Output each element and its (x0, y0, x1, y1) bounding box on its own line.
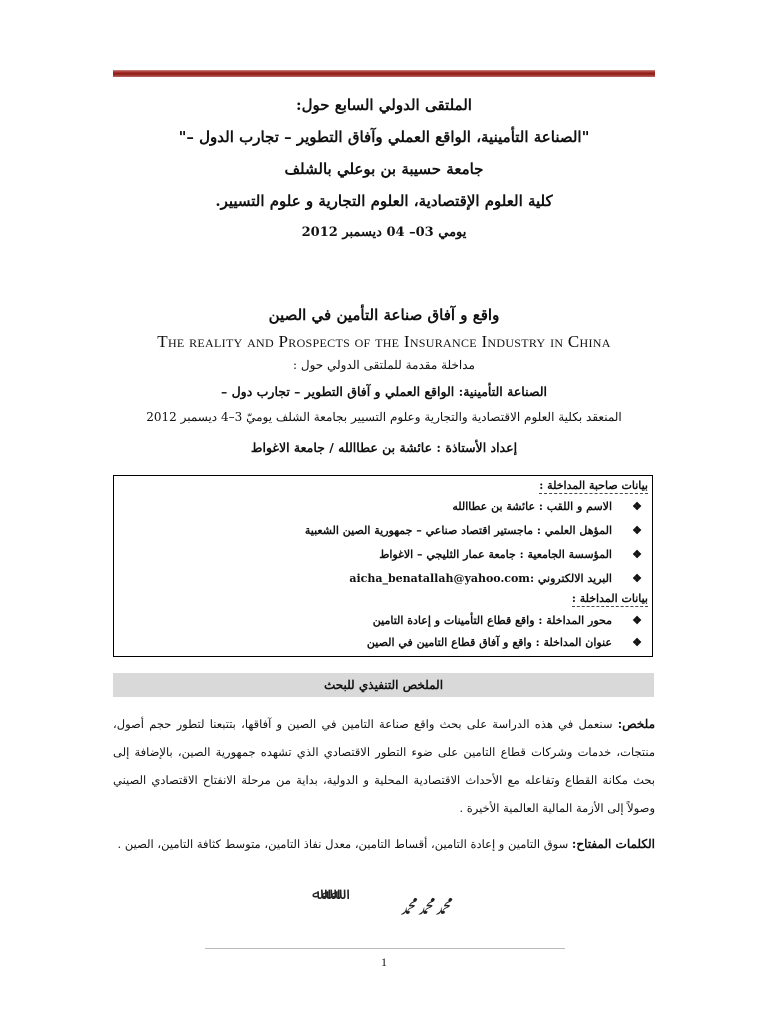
conference-theme: "الصناعة التأمينية، الواقع العملي وآفاق التطوير – تجارب الدول –" (178, 128, 590, 146)
list-item (305, 524, 644, 537)
list-item (379, 548, 644, 561)
faculty-name: كلية العلوم الإقتصادية، العلوم التجارية و علوم التسيير. (215, 192, 553, 210)
diamond-bullet-icon: ❖ (632, 636, 642, 649)
conference-title: الملتقى الدولي السابع حول: (296, 96, 472, 114)
ornament-left-icon: ﷲﷲﷲ (312, 884, 341, 903)
paper-info-heading: بيانات المداخلة : (571, 592, 648, 605)
author-line: إعداد الأستاذة : عائشة بن عطاالله / جامعة الاغواط (250, 440, 518, 455)
diamond-bullet-icon: ❖ (632, 500, 642, 513)
list-item-text: المؤهل العلمي : ماجستير اقتصاد صناعي – جمهورية الصين الشعبية (304, 524, 612, 537)
list-item (349, 572, 644, 585)
keywords-paragraph (113, 830, 655, 858)
paper-subtitle-1: مداخلة مقدمة للملتقى الدولي حول : (293, 358, 475, 372)
diamond-bullet-icon: ❖ (632, 572, 642, 585)
list-item-text: عنوان المداخلة : واقع و آفاق قطاع التامين في الصين (366, 636, 612, 649)
paper-title-arabic: واقع و آفاق صناعة التأمين في الصين (268, 306, 500, 324)
list-item (367, 636, 644, 649)
footer-divider (205, 948, 565, 949)
diamond-bullet-icon: ❖ (632, 524, 642, 537)
summary-heading: الملخص التنفيذي للبحث (113, 673, 654, 697)
summary-label: ملخص: (617, 717, 655, 731)
list-item-text: البريد الالكتروني :aicha_benatallah@yahoo.com (349, 572, 612, 585)
paper-title-english: The reality and Prospects of the Insurance Industry in China (157, 332, 611, 351)
list-item-text: محور المداخلة : واقع قطاع التأمينات و إعادة التامين (372, 614, 612, 627)
list-item-text: المؤسسة الجامعية : جامعة عمار الثليجي – الاغواط (379, 548, 612, 561)
owner-info-heading: بيانات صاحبة المداخلة : (539, 479, 648, 492)
diamond-bullet-icon: ❖ (632, 614, 642, 627)
page-number: 1 (381, 955, 387, 969)
list-item (452, 500, 644, 513)
summary-paragraph (113, 710, 655, 822)
summary-text: سنعمل في هذه الدراسة على بحث واقع صناعة التامين في الصين و آفاقها، بتتبعنا لتطور حجم أصول، منتجات، خدمات وشركات قطاع التامين على ضوء التطور الاقتصادي الذي تشهده جمهورية الصين، بالإضافة إلى بحث مكانة القطاع وتفاعله مع الأحداث الاقتصادية المحلية و الدولية، بداية من مرحلة الانفتاح الاقتصادي الصيني وصولاً إلى الأزمة المالية العالمية الأخيرة . (113, 717, 655, 815)
keywords-label: الكلمات المفتاح: (571, 837, 655, 851)
keywords-text: سوق التامين و إعادة التامين، أقساط التامين، معدل نفاذ التامين، متوسط كثافة التامين، الصين . (117, 837, 569, 851)
header-decorative-rule (113, 70, 655, 77)
paper-subtitle-3: المنعقد بكلية العلوم الاقتصادية والتجارية وعلوم التسيير بجامعة الشلف يوميّ 3–4 ديسمبر 2012 (146, 410, 622, 424)
info-box (113, 475, 653, 657)
diamond-bullet-icon: ❖ (632, 548, 642, 561)
list-item-text: الاسم و اللقب : عائشة بن عطاالله (452, 500, 612, 513)
paper-subtitle-2: الصناعة التأمينية: الواقع العملي و آفاق التطوير – تجارب دول – (221, 384, 547, 399)
conference-dates: يومي 03– 04 ديسمبر 2012 (301, 225, 467, 240)
university-name: جامعة حسيبة بن بوعلي بالشلف (284, 160, 484, 178)
ornament-right-icon: ﷴﷴﷴ (400, 899, 453, 918)
list-item (373, 614, 644, 627)
